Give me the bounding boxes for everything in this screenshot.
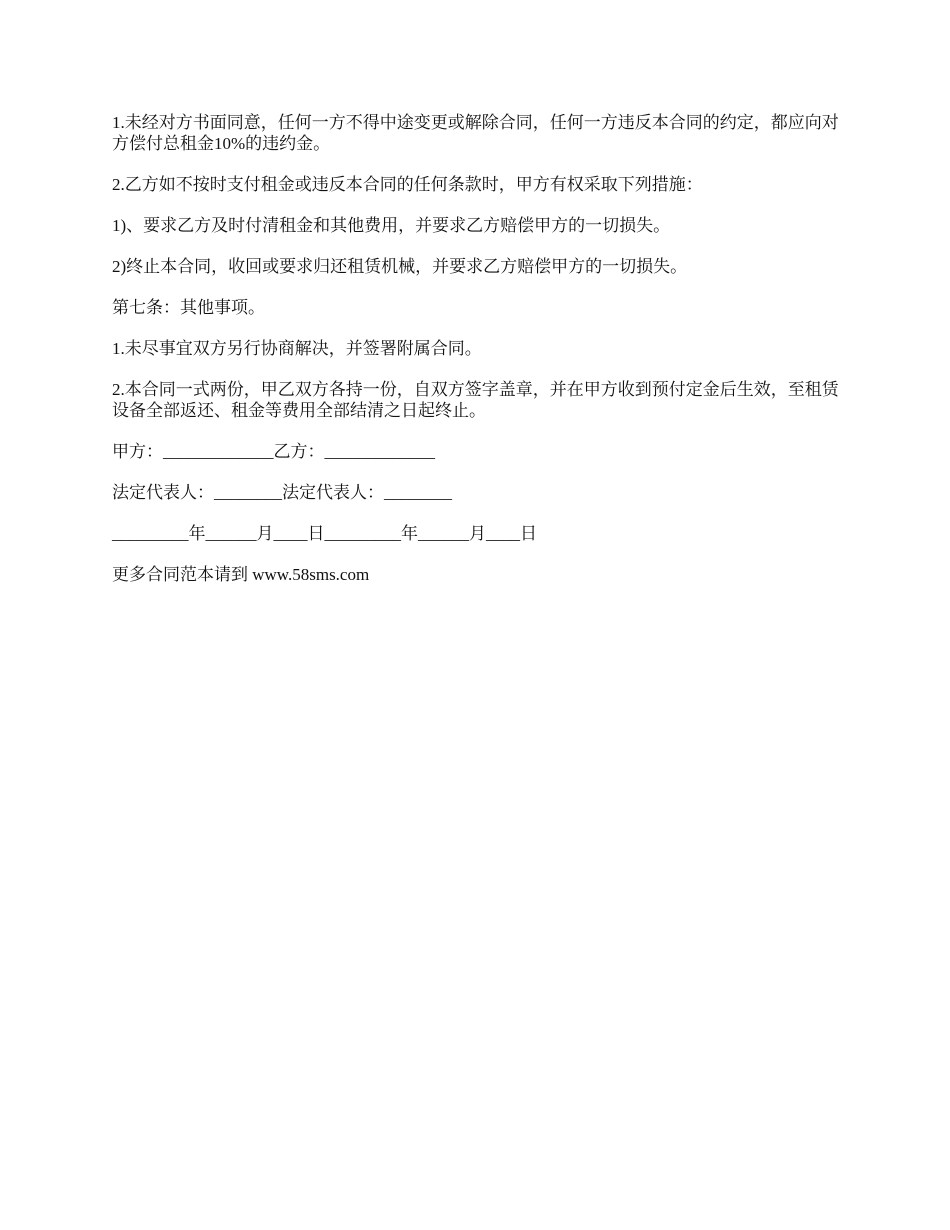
- article-7-clause-1: 1.未尽事宜双方另行协商解决，并签署附属合同。: [112, 339, 482, 358]
- remedy-2: 2)终止本合同，收回或要求归还租赁机械，并要求乙方赔偿甲方的一切损失。: [112, 257, 688, 276]
- clause-2-remedies-intro: 2.乙方如不按时支付租金或违反本合同的任何条款时，甲方有权采取下列措施：: [112, 175, 703, 194]
- party-signature-line: 甲方：_____________乙方：_____________: [112, 442, 435, 461]
- article-7-heading: 第七条：其他事项。: [112, 298, 265, 317]
- footer-more-templates: 更多合同范本请到 www.58sms.com: [112, 565, 370, 584]
- date-line: _________年______月____日_________年______月____日: [112, 524, 537, 543]
- article-7-clause-2: 2.本合同一式两份，甲乙双方各持一份，自双方签字盖章，并在甲方收到预付定金后生效，至租赁设备全部返还、租金等费用全部结清之日起终止。: [112, 380, 839, 420]
- legal-representative-line: 法定代表人：________法定代表人：________: [112, 483, 452, 502]
- remedy-1: 1)、要求乙方及时付清租金和其他费用，并要求乙方赔偿甲方的一切损失。: [112, 216, 671, 235]
- clause-1-breach-penalty: 1.未经对方书面同意，任何一方不得中途变更或解除合同，任何一方违反本合同的约定，都应向对方偿付总租金10%的违约金。: [112, 113, 839, 153]
- document-body: [112, 112, 842, 605]
